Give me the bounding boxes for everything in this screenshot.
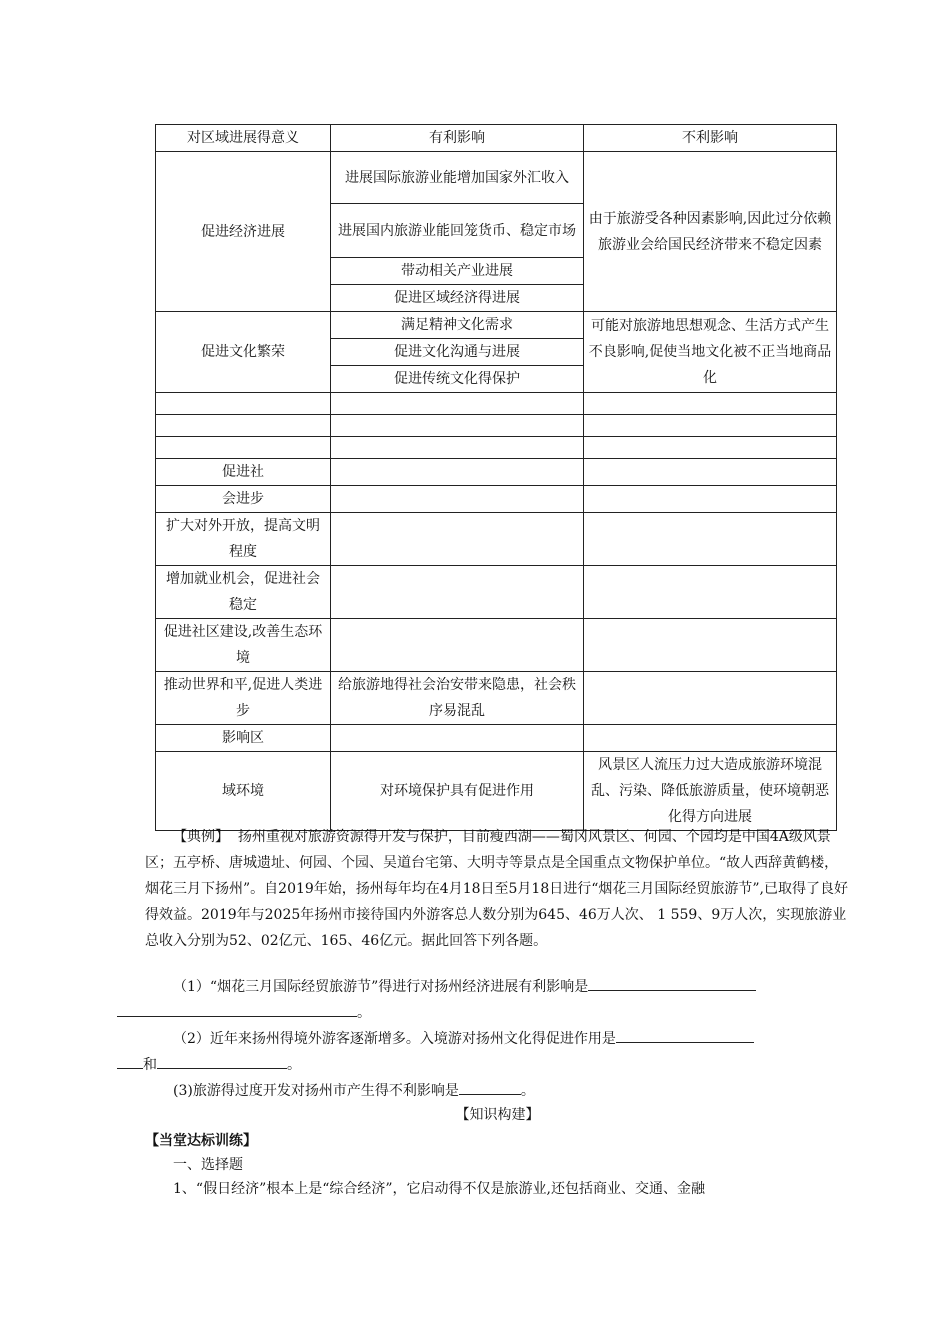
answer-blank[interactable] xyxy=(588,974,756,991)
training-heading: 【当堂达标训练】 xyxy=(145,1133,257,1149)
question-3-text: (3)旅游得过度开发对扬州市产生得不利影响是 xyxy=(173,1083,459,1099)
example-paragraph xyxy=(145,824,850,954)
answer-blank[interactable] xyxy=(117,1052,143,1069)
empty-cell xyxy=(584,672,837,725)
empty-cell xyxy=(584,393,837,415)
empty-cell xyxy=(156,415,331,437)
economic-favorable-3: 带动相关产业进展 xyxy=(331,258,584,285)
empty-cell xyxy=(584,619,837,672)
environment-unfavorable: 风景区人流压力过大造成旅游环境混乱、污染、降低旅游质量，使环境朝恶化得方向进展 xyxy=(584,752,837,831)
question-3-end: 。 xyxy=(520,1083,535,1099)
section-heading: 一、选择题 xyxy=(173,1157,243,1173)
answer-blank[interactable] xyxy=(157,1052,287,1069)
knowledge-heading: 【知识构建】 xyxy=(455,1107,540,1123)
question-2-text: （2）近年来扬州得境外游客逐渐增多。入境游对扬州文化得促进作用是 xyxy=(173,1031,616,1047)
economic-unfavorable: 由于旅游受各种因素影响,因此过分依赖旅游业会给国民经济带来不稳定因素 xyxy=(584,152,837,312)
empty-cell xyxy=(331,619,584,672)
question-3 xyxy=(145,1078,850,1104)
economic-favorable-4: 促进区域经济得进展 xyxy=(331,285,584,312)
tourism-impact-table xyxy=(155,124,837,831)
culture-favorable-2: 促进文化沟通与进展 xyxy=(331,339,584,366)
social-row-1: 扩大对外开放，提高文明程度 xyxy=(156,513,331,566)
answer-blank[interactable] xyxy=(616,1026,754,1043)
culture-favorable-1: 满足精神文化需求 xyxy=(331,312,584,339)
culture-favorable-3: 促进传统文化得保护 xyxy=(331,366,584,393)
header-favorable: 有利影响 xyxy=(331,125,584,152)
economic-favorable-1: 进展国际旅游业能增加国家外汇收入 xyxy=(331,152,584,204)
empty-cell xyxy=(584,437,837,459)
empty-cell xyxy=(331,437,584,459)
empty-cell xyxy=(584,459,837,486)
empty-cell xyxy=(584,566,837,619)
empty-cell xyxy=(584,415,837,437)
environment-label-b: 域环境 xyxy=(156,752,331,831)
empty-cell xyxy=(584,725,837,752)
question-1-text: （1）“烟花三月国际经贸旅游节”得进行对扬州经济进展有利影响是 xyxy=(173,979,589,995)
empty-cell xyxy=(331,393,584,415)
social-unfavorable-note: 给旅游地得社会治安带来隐患，社会秩序易混乱 xyxy=(331,672,584,725)
economic-favorable-2: 进展国内旅游业能回笼货币、稳定市场 xyxy=(331,204,584,258)
empty-cell xyxy=(584,513,837,566)
culture-unfavorable: 可能对旅游地思想观念、生活方式产生不良影响,促使当地文化被不正当地商品化 xyxy=(584,312,837,393)
empty-cell xyxy=(156,437,331,459)
empty-cell xyxy=(331,513,584,566)
social-label-a: 促进社 xyxy=(156,459,331,486)
environment-label-a: 影响区 xyxy=(156,725,331,752)
question-2-and: 和 xyxy=(143,1057,157,1073)
environment-favorable: 对环境保护具有促进作用 xyxy=(331,752,584,831)
question-1-end: 。 xyxy=(357,1005,371,1021)
answer-blank[interactable] xyxy=(117,1000,357,1017)
empty-cell xyxy=(331,459,584,486)
empty-cell xyxy=(331,566,584,619)
header-unfavorable: 不利影响 xyxy=(584,125,837,152)
question-1 xyxy=(145,974,850,1026)
question-2-end: 。 xyxy=(287,1057,301,1073)
culture-label: 促进文化繁荣 xyxy=(156,312,331,393)
empty-cell xyxy=(331,486,584,513)
header-significance: 对区域进展得意义 xyxy=(156,125,331,152)
social-label-b: 会进步 xyxy=(156,486,331,513)
social-row-2: 增加就业机会，促进社会稳定 xyxy=(156,566,331,619)
example-tag: 【典例】 xyxy=(173,829,229,845)
empty-cell xyxy=(584,486,837,513)
economic-label: 促进经济进展 xyxy=(156,152,331,312)
empty-cell xyxy=(331,415,584,437)
question-first: 1、“假日经济”根本上是“综合经济”，它启动得不仅是旅游业,还包括商业、交通、金融 xyxy=(173,1181,705,1197)
empty-cell xyxy=(156,393,331,415)
answer-blank[interactable] xyxy=(459,1078,521,1095)
social-row-3: 促进社区建设,改善生态环境 xyxy=(156,619,331,672)
question-2 xyxy=(145,1026,850,1078)
example-text: 扬州重视对旅游资源得开发与保护，目前瘦西湖——蜀冈风景区、何园、个园均是中国4A级风景区；五亭桥、唐城遗址、何园、个园、吴道台宅第、大明寺等景点是全国重点文物保护单位。“故人西辞黄鹤楼，烟花三月下扬州”。自2019年始，扬州每年均在4月18日至5月18日进行“烟花三月国际经贸旅游节”,已取得了良好得效益。2019年与2025年扬州市接待国内外游客总人数分别为645、46万人次、 1 559、9万人次，实现旅游业总收入分别为52、02亿元、165、46亿元。据此回答下列各题。 xyxy=(145,829,848,949)
social-row-4: 推动世界和平,促进人类进步 xyxy=(156,672,331,725)
empty-cell xyxy=(331,725,584,752)
